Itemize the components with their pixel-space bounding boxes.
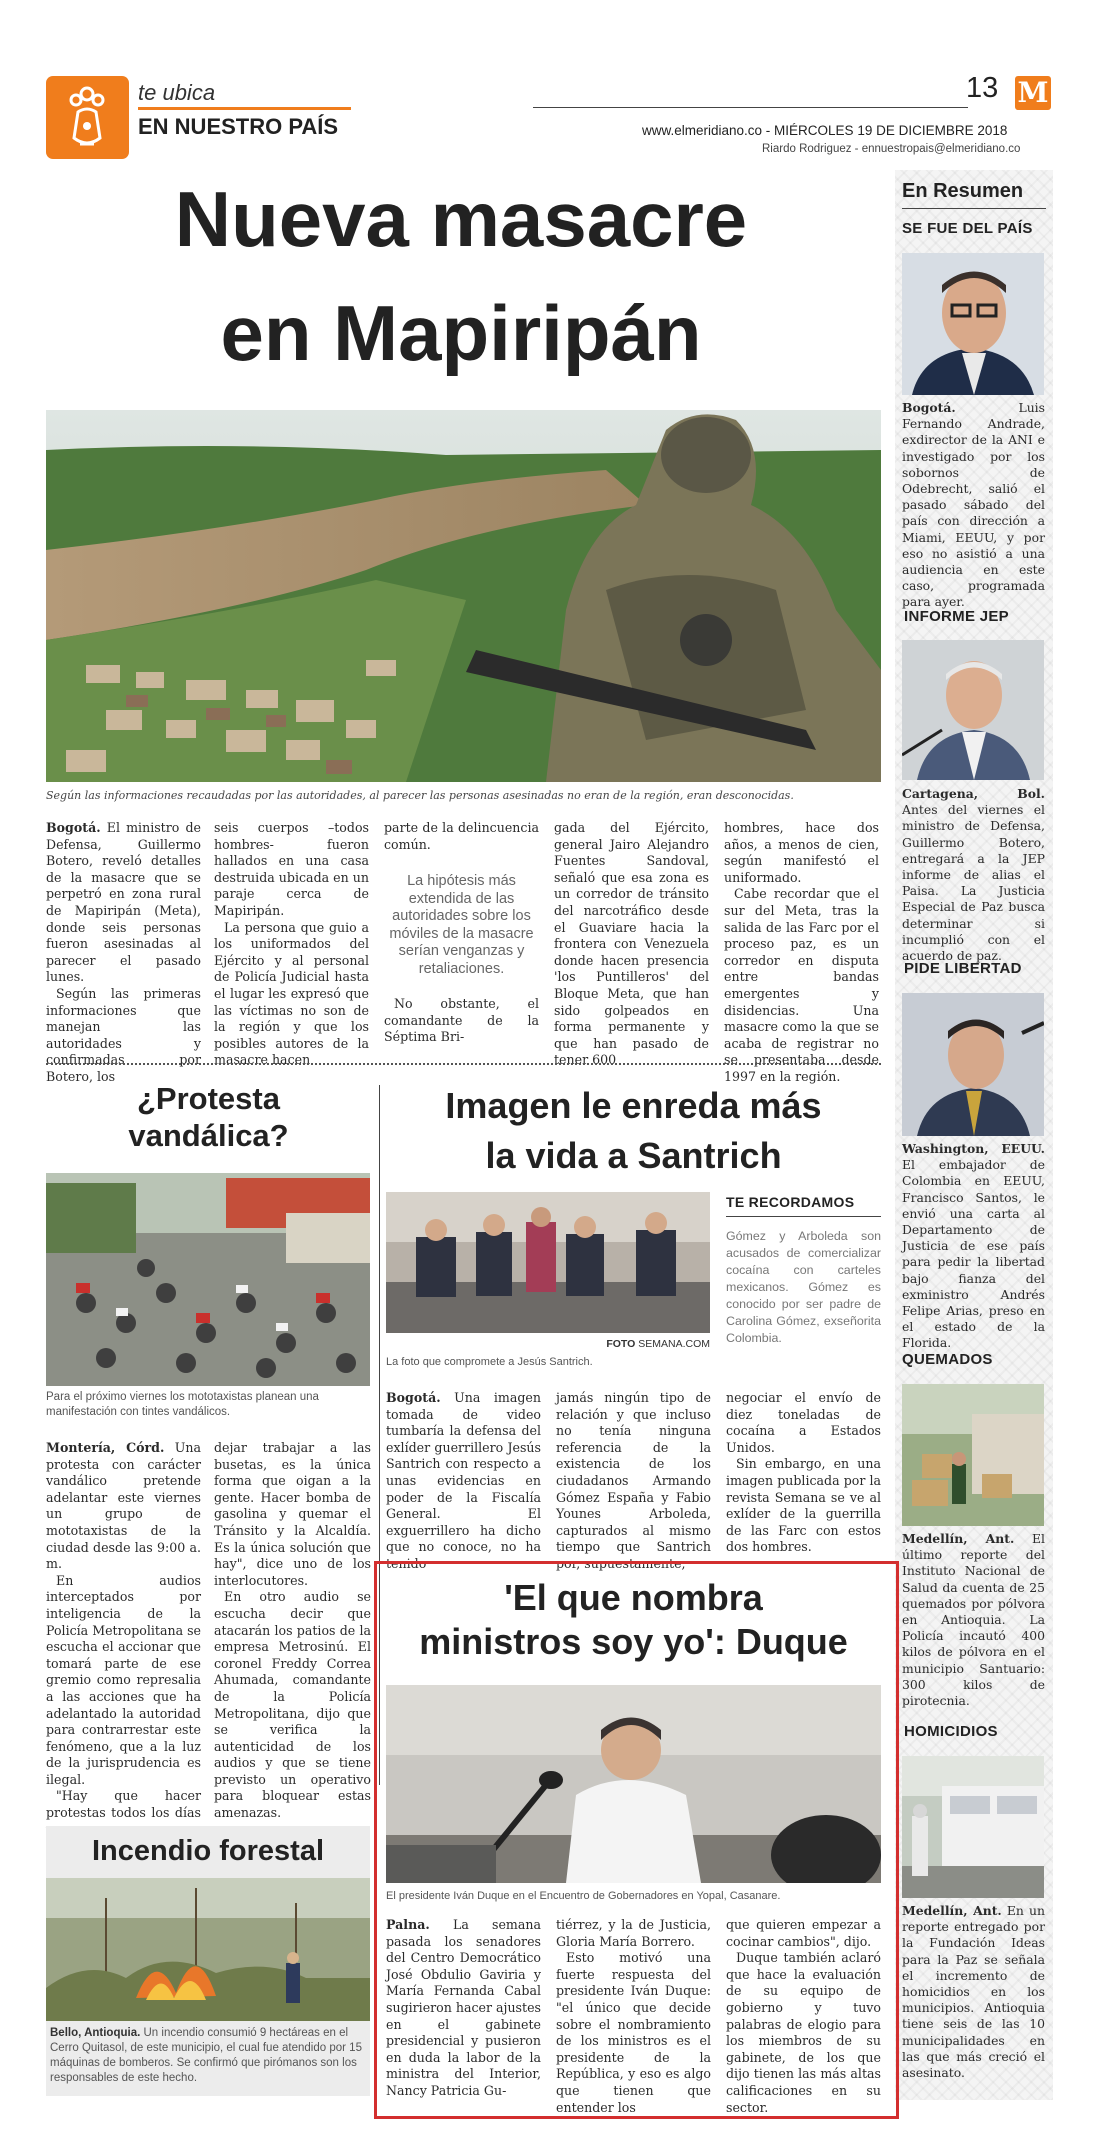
main-photo-caption: Según las informaciones recaudadas por las autoridades, al parecer las personas asesinadas no eran de la región, eran desconocidas. [46, 789, 794, 802]
main-col5-p1: hombres, hace dos años, a menos de cien, según manifestó el uniformado. [724, 820, 879, 885]
sidebar-s2-photo [902, 640, 1044, 780]
sidebar-s4-title: QUEMADOS [902, 1351, 993, 1368]
main-headline-line1: Nueva masacre [174, 175, 748, 263]
header-rule [533, 107, 968, 108]
sidebar-s2-dateline: Cartagena, Bol. [902, 786, 1045, 801]
duque-col3-p2: Duque también aclaró que hace la evaluación de su equipo de gobierno y tuvo palabras de elogio para los miembros de su gabinete, de los que dijo tienen las más altas calificaciones en su sector. [726, 1950, 881, 2115]
santrich-photo-credit [560, 1338, 710, 1350]
main-pull-quote: La hipótesis más extendida de las autoridades sobre los móviles de la masacre serían venganzas y retaliaciones. [389, 873, 534, 977]
sidebar-s2-body: Antes del viernes el ministro de Defensa, Guillermo Botero, entregará a la JEP informe de alias el Paisa. La Justicia Especial de Paz busca determinar si incumplió con el acuerdo de paz. [902, 802, 1045, 964]
main-col1-p2: Según las primeras informaciones que manejan las autoridades y confirmadas por Botero, los [46, 985, 201, 1084]
santrich-caption: La foto que compromete a Jesús Santrich. [386, 1356, 593, 1368]
santrich-col-1 [386, 1390, 541, 1573]
protesta-headline: ¿Protesta vandálica? [128, 1081, 289, 1153]
duque-col-3 [726, 1917, 881, 2116]
sidebar-s5-text [902, 1903, 1045, 2081]
sidebar-s4-text [902, 1531, 1045, 1709]
santrich-col3-p1: negociar el envío de diez toneladas de cocaína a Estados Unidos. [726, 1390, 881, 1455]
incendio-photo [46, 1878, 370, 2021]
santrich-col-2 [556, 1390, 711, 1573]
protesta-photo [46, 1173, 370, 1386]
main-dateline: Bogotá. [46, 820, 101, 835]
duque-photo [386, 1685, 881, 1883]
sidebar-s5-dateline: Medellín, Ant. [902, 1903, 1002, 1918]
protesta-col1-p3: "Hay que hacer protestas todos los días [46, 1788, 201, 1821]
main-photo [46, 410, 881, 782]
duque-col-1 [386, 1917, 541, 2100]
protesta-caption: Para el próximo viernes los mototaxistas planean una manifestación con tintes vandálicos. [46, 1391, 319, 1418]
sidebar-s3-dateline: Washington, EEUU. [902, 1141, 1045, 1156]
section-big-label: EN NUESTRO PAÍS [138, 114, 339, 139]
duque-dateline: Palna. [386, 1917, 430, 1932]
sidebar-s3-text [902, 1141, 1045, 1352]
duque-caption: El presidente Iván Duque en el Encuentro de Gobernadores en Yopal, Casanare. [386, 1890, 781, 1902]
sidebar-s4-dateline: Medellín, Ant. [902, 1531, 1015, 1546]
main-col-3 [384, 820, 539, 1046]
incendio-caption [50, 2026, 368, 2086]
santrich-headline-line1: Imagen le enreda más [445, 1085, 822, 1126]
main-col2-p2: La persona que guio a los uniformados del Ejército y al personal de Policía Judicial hasta el lugar les expresó que las víctimas no son de la región y que los posibles autores de la masacre hacen [214, 919, 369, 1068]
photo-credit-source: SEMANA.COM [635, 1338, 710, 1350]
santrich-col2-p1: jamás ningún tipo de relación y que incluso no tenía ninguna referencia de la existencia de los ciudadanos Armando Gómez España y Fabio Younes Arboleda, capturados al mismo tiempo que Santrich por, supuestamente, [556, 1390, 711, 1571]
sidebar-s1-title: SE FUE DEL PAÍS [902, 220, 1033, 237]
m-logo-icon: M [1015, 76, 1051, 110]
sidebar-s3-title: PIDE LIBERTAD [904, 960, 1022, 977]
main-col3-p1: parte de la delincuencia común. [384, 820, 539, 852]
duque-col2-p2: Esto motivó una fuerte respuesta del presidente Iván Duque: "el único que decide sobre el nombramiento de los ministros es el presidente de la República, y eso es algo que tienen que entender los [556, 1950, 711, 2115]
sidebar-s4-photo [902, 1384, 1044, 1526]
main-col3-p2: No obstante, el comandante de la Séptima Bri- [384, 996, 539, 1045]
main-col1-p1: El ministro de Defensa, Guillermo Botero, reveló detalles de la masacre que se perpetró en zona rural de Mapiripán (Meta), donde seis personas fueron asesinadas al parecer el pasado lunes. [46, 820, 201, 985]
sidebar-s2-text [902, 786, 1045, 964]
protesta-col-1 [46, 1440, 201, 1838]
robot-figure-icon [46, 76, 129, 159]
site-date: www.elmeridiano.co - MIÉRCOLES 19 DE DICIEMBRE 2018 [642, 123, 1008, 138]
santrich-col3-p2: Sin embargo, en una imagen publicada por la revista Semana se ve al exlíder de la guerrilla de las Farc con estos dos hombres. [726, 1456, 881, 1555]
sidebar-heading-rule [902, 208, 1046, 209]
sidebar-s5-body: En un reporte entregado por la Fundación Ideas para la Paz se señala el incremento de homicidios en los municipios. Antioquia tiene seis de las 10 municipalidades en las que más creció el asesinato. [902, 1903, 1045, 2081]
main-col-4 [554, 820, 709, 1069]
main-col-5 [724, 820, 879, 1086]
author-line: Riardo Rodriguez - ennuestropais@elmeridiano.co [762, 143, 1021, 155]
sidebar-s5-title: HOMICIDIOS [904, 1723, 998, 1740]
main-col-1 [46, 820, 201, 1086]
duque-col1-p1: La semana pasada los senadores del Centro Democrático José Obdulio Gaviria y María Fernanda Cabal sugirieron hacer ajustes en el gabinete presidencial y pusieron en duda la labor de la ministra del Interior, Nancy Patricia Gu- [386, 1917, 541, 2098]
sidebar-s1-photo [902, 253, 1044, 395]
santrich-col-3 [726, 1390, 881, 1556]
page-number: 13 [966, 72, 999, 104]
sidebar-s1-text [902, 400, 1045, 611]
protesta-dateline: Montería, Córd. [46, 1440, 165, 1455]
santrich-photo [386, 1192, 710, 1333]
duque-col3-p1: que quieren empezar a cocinar cambios", dijo. [726, 1917, 881, 1949]
sidebar-s2-title: INFORME JEP [904, 608, 1009, 625]
photo-credit-label: FOTO [606, 1338, 636, 1350]
protesta-col-2 [214, 1440, 371, 1822]
incendio-dateline: Bello, Antioquia. [50, 2027, 141, 2039]
sidebar-s5-photo [902, 1756, 1044, 1898]
santrich-dateline: Bogotá. [386, 1390, 441, 1405]
duque-headline-line2: ministros soy yo': Duque [419, 1621, 848, 1662]
section-small-label: te ubica [138, 80, 216, 105]
main-col5-p2: Cabe recordar que el sur del Meta, tras la salida de las Farc por el proceso paz, es un corredor en disputa entre bandas emergentes y disidencias. Una masacre como la que se acaba de registrar no se presentaba desde 1997 en la región. [724, 886, 879, 1084]
incendio-caption-text: Un incendio consumió 9 hectáreas en el Cerro Quitasol, de este municipio, el cual fue atendido por 15 máquinas de bomberos. Se confirmó que pirómanos son los responsables de este hecho. [50, 2027, 362, 2084]
main-headline-line2: en Mapiripán [220, 289, 702, 377]
section-underline [138, 107, 351, 110]
sidebar-s3-body: El embajador de Colombia en EEUU, Francisco Santos, le envió una carta al Departamento de Justicia de ese país para pedir la libertad bajo fianza del exministro Andrés Felipe Arias, preso en el estado de la Florida. [902, 1157, 1045, 1351]
protesta-col2-p2: En otro audio se escucha decir que atacarán los patios de la empresa Metrosinú. El coronel Freddy Correa Ahumada, comandante de la Policía Metropolitana, dijo que se verifica la autenticidad de los audios y que se tiene previsto un operativo para bloquear estas amenazas. [214, 1589, 371, 1821]
protesta-col2-p1: dejar trabajar a las busetas, es la única forma que oigan a la gente. Hacer bomba de gasolina y quemar el Tránsito y la Alcaldía. Es la única solución que hay", dice uno de los interlocutores. [214, 1440, 371, 1588]
sidebar-heading: En Resumen [902, 180, 1024, 202]
sidebar-s1-dateline: Bogotá. [902, 400, 956, 415]
protesta-col1-p1: Una protesta con carácter vandálico pretende adelantar este viernes un grupo de mototaxistas de la ciudad desde las 9:00 a. m. [46, 1440, 201, 1572]
te-recordamos-rule [726, 1216, 881, 1217]
sidebar-s1-body: Luis Fernando Andrade, exdirector de la ANI e investigado por los sobornos de Odebrecht, salió el pasado sábado del país con dirección a Miami, EEUU, y por eso no asistió a una audiencia en este caso, programada para ayer. [902, 400, 1045, 610]
protesta-col1-p2: En audios interceptados por inteligencia de la Policía Metropolitana se escucha el accionar que tomará parte de ese gremio como represalia a las acciones que ha adelantado la autoridad para contrarrestar este fenómeno, que a la luz de la jurisprudencia es ilegal. [46, 1572, 202, 1787]
main-col2-p1: seis cuerpos –todos hombres- fueron hallados en una casa destruida ubicada en un paraje cerca de Mapiripán. [214, 820, 369, 918]
main-col-2 [214, 820, 369, 1069]
duque-col2-p1: tiérrez, y la de Justicia, Gloria María Borrero. [556, 1917, 711, 1949]
section-logo [46, 76, 129, 159]
main-story-divider [46, 1063, 881, 1065]
te-recordamos-text: Gómez y Arboleda son acusados de comercializar cocaína con carteles mexicanos. Gómez es conocido por ser padre de Carolina Gómez, exseñorita Colombia. [726, 1229, 881, 1345]
santrich-col1-p1: Una imagen tomada de video tumbaría la defensa del exlíder guerrillero Jesús Santrich con respecto a unas evidencias en poder de la Fiscalía General. El exguerrillero ha dicho que no conoce, no ha tenido [386, 1390, 541, 1571]
duque-col-2 [556, 1917, 711, 2116]
sidebar-s4-body: El último reporte del Instituto Nacional de Salud da cuenta de 25 quemados por pólvora en Antioquia. La Policía incautó 400 kilos de pólvora en el municipio Santuario: 300 kilos de pirotecnia. [902, 1531, 1046, 1709]
te-recordamos-title: TE RECORDAMOS [726, 1194, 855, 1210]
sidebar-s3-photo [902, 993, 1044, 1136]
incendio-headline: Incendio forestal [91, 1835, 325, 1867]
santrich-headline-line2: la vida a Santrich [485, 1135, 782, 1176]
duque-headline-line1: 'El que nombra [504, 1577, 763, 1618]
main-col4-p1: gada del Ejército, general Jairo Alejandro Fuentes Sandoval, señaló que esa zona es un corredor de tránsito del narcotráfico desde el Guaviare hacia la frontera con Venezuela donde hacen presencia 'los Puntilleros' del Bloque Meta, que han sido golpeados en forma permanente y que han pasado de tener 600 [554, 820, 709, 1068]
